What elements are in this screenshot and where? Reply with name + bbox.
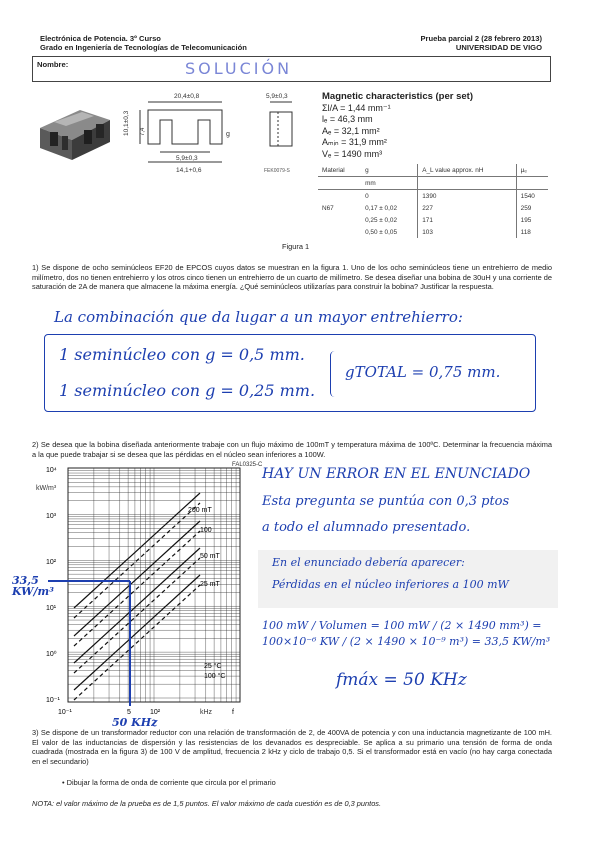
dim-side: 5,9±0,3 bbox=[266, 93, 288, 100]
mark-y-value: 33,5 KW/m³ bbox=[12, 574, 54, 598]
fmax-answer: fmáx = 50 KHz bbox=[336, 670, 467, 690]
q3-bullet: • Dibujar la forma de onda de corriente que circula por el primario bbox=[62, 778, 276, 787]
table-row: 0 1390 1540 bbox=[318, 190, 548, 203]
y-tick: 10⁻¹ bbox=[46, 697, 60, 704]
nota: NOTA: el valor máximo de la prueba es de 1,5 puntos. El valor máximo de cada cuestión es de 0,3 puntos. bbox=[32, 799, 382, 808]
magnetic-line: Σl/A = 1,44 mm⁻¹ bbox=[322, 102, 391, 113]
note-score: Esta pregunta se puntúa con 0,3 ptos bbox=[262, 494, 510, 509]
q1-answer-line: 1 seminúcleo con g = 0,25 mm. bbox=[59, 381, 316, 400]
table-header: Material bbox=[322, 166, 345, 174]
mark-x-value: 50 KHz bbox=[112, 716, 158, 729]
magnetic-title: Magnetic characteristics (per set) bbox=[322, 91, 474, 102]
magnetic-line: Aₘᵢₙ = 31,9 mm² bbox=[322, 137, 387, 147]
table-row: 0,25 ± 0,02 171 195 bbox=[318, 214, 548, 226]
drawing-code: FEK0079-S bbox=[264, 168, 290, 174]
temp-label: 25 °C bbox=[204, 663, 222, 670]
table-header: μₑ bbox=[516, 164, 548, 177]
x-tick: 5 bbox=[127, 709, 131, 716]
q1-total: gTOTAL = 0,75 mm. bbox=[345, 363, 501, 381]
note-error: HAY UN ERROR EN EL ENUNCIADO bbox=[262, 466, 531, 482]
temp-label: 100 °C bbox=[204, 673, 226, 680]
magnetic-line: Vₑ = 1490 mm³ bbox=[322, 148, 383, 159]
loss-curve bbox=[74, 531, 200, 646]
name-label: Nombre: bbox=[37, 60, 69, 69]
exam-title: Prueba parcial 2 (28 febrero 2013) bbox=[420, 34, 542, 43]
q1-answer-line: 1 seminúcleo con g = 0,5 mm. bbox=[59, 345, 305, 364]
magnetic-characteristics bbox=[322, 91, 552, 160]
curve-label: 25 mT bbox=[200, 581, 220, 588]
brace bbox=[330, 351, 339, 397]
loss-curve bbox=[74, 548, 200, 663]
correction-box bbox=[258, 550, 558, 608]
note-correction-2: Pérdidas en el núcleo inferiores a 100 mW bbox=[272, 578, 509, 591]
question-1: 1) Se dispone de ocho seminúcleos EF20 de EPCOS cuyos datos se muestran en la figura 1. Uno de los ocho seminúcleos tiene un entrehierro de medio milímetro, dos no tienen entrehierro y los otros cinco tienen un entrehierro de un cuarto de milímetro. Se desea diseñar una bobina de 30uH y una corriente de saturación de 2A de manera que almacene la máxima energía. ¿Qué seminúcleos utilizarías para construir la bobina? Justificar la respuesta. bbox=[32, 263, 552, 292]
figure-caption: Figura 1 bbox=[282, 242, 310, 251]
core-photo bbox=[32, 96, 122, 166]
question-3: 3) Se dispone de un transformador reductor con una relación de transformación de 2, de 400VA de potencia y con una inductancia magnetizante de 100 mH. El valor de las inductancias de dispersión y las resistencias de los devanados es despreciable. Se aplica a su primario una tensión de forma de onda cuadrada (mostrada en la figura 3) de 100 V de amplitud, frecuencia 2 kHz y ciclo de trabajo 0,5. Si el transformador está en vacío (no hay carga conectada en el secundario) bbox=[32, 728, 552, 766]
dim-inner: 7,4 bbox=[140, 127, 146, 136]
y-tick: 10⁰ bbox=[46, 651, 57, 658]
x-tick: 10⁻¹ bbox=[58, 709, 72, 716]
y-tick: 10⁴ bbox=[46, 467, 57, 474]
dim-g: g bbox=[226, 131, 230, 138]
degree-title: Grado en Ingeniería de Tecnologías de Telecomunicación bbox=[40, 43, 247, 52]
dim-slot: 5,9±0,3 bbox=[176, 155, 198, 162]
table-header: g bbox=[365, 166, 369, 174]
note-correction: En el enunciado debería aparecer: bbox=[272, 556, 465, 569]
course-title: Electrónica de Potencia. 3º Curso bbox=[40, 34, 161, 43]
magnetic-line: Aₑ = 32,1 mm² bbox=[322, 125, 380, 136]
chart-ylabel: kW/m³ bbox=[36, 485, 57, 492]
material-table bbox=[318, 164, 548, 238]
table-row: N67 0,17 ± 0,02 227 259 bbox=[318, 202, 548, 214]
name-box bbox=[32, 56, 551, 82]
q1-answer-box bbox=[44, 334, 536, 412]
y-tick: 10² bbox=[46, 559, 57, 566]
table-unit: mm bbox=[365, 179, 376, 187]
chart-xlabel: kHz bbox=[200, 709, 213, 716]
curve-label: 200 mT bbox=[188, 507, 212, 514]
curve-label: 50 mT bbox=[200, 553, 220, 560]
university-title: UNIVERSIDAD DE VIGO bbox=[455, 43, 542, 52]
dim-bottom: 14,1+0,6 bbox=[176, 167, 202, 174]
question-2: 2) Se desea que la bobina diseñada anteriormente trabaje con un flujo máximo de 100mT y temperatura máxima de 100ºC. Determinar la frecuencia máxima a la que puede trabajar si se desea que las pérdidas en el núcleo sean inferiores a 100W. bbox=[32, 440, 552, 459]
name-value: SOLUCIÓN bbox=[185, 59, 293, 78]
calc-line: 100 mW / Volumen = 100 mW / (2 × 1490 mm³) = 100×10⁻⁶ KW / (2 × 1490 × 10⁻⁹ m³) = 33,5 KW/m³ bbox=[262, 619, 551, 648]
dim-height: 10,1±0,3 bbox=[123, 110, 130, 136]
loss-curve bbox=[74, 493, 200, 608]
chart-code: FAL0325-C bbox=[232, 462, 262, 468]
q1-answer-intro: La combinación que da lugar a un mayor entrehierro: bbox=[54, 308, 463, 326]
x-tick: f bbox=[232, 709, 234, 716]
y-tick: 10³ bbox=[46, 513, 57, 520]
q3-bullet-text: Dibujar la forma de onda de corriente que circula por el primario bbox=[66, 778, 276, 787]
note-score-2: a todo el alumnado presentado. bbox=[262, 520, 471, 535]
dim-top: 20,4±0,8 bbox=[174, 93, 200, 100]
magnetic-line: lₑ = 46,3 mm bbox=[322, 114, 373, 124]
loss-curve bbox=[74, 558, 200, 673]
curve-label: 100 bbox=[200, 527, 212, 534]
table-header: A_L value approx. nH bbox=[418, 164, 516, 177]
loss-curve bbox=[74, 585, 200, 700]
table-row: 0,50 ± 0,05 103 118 bbox=[318, 226, 548, 238]
y-tick: 10¹ bbox=[46, 605, 57, 612]
x-tick: 10² bbox=[150, 709, 161, 716]
core-drawing bbox=[118, 88, 308, 180]
